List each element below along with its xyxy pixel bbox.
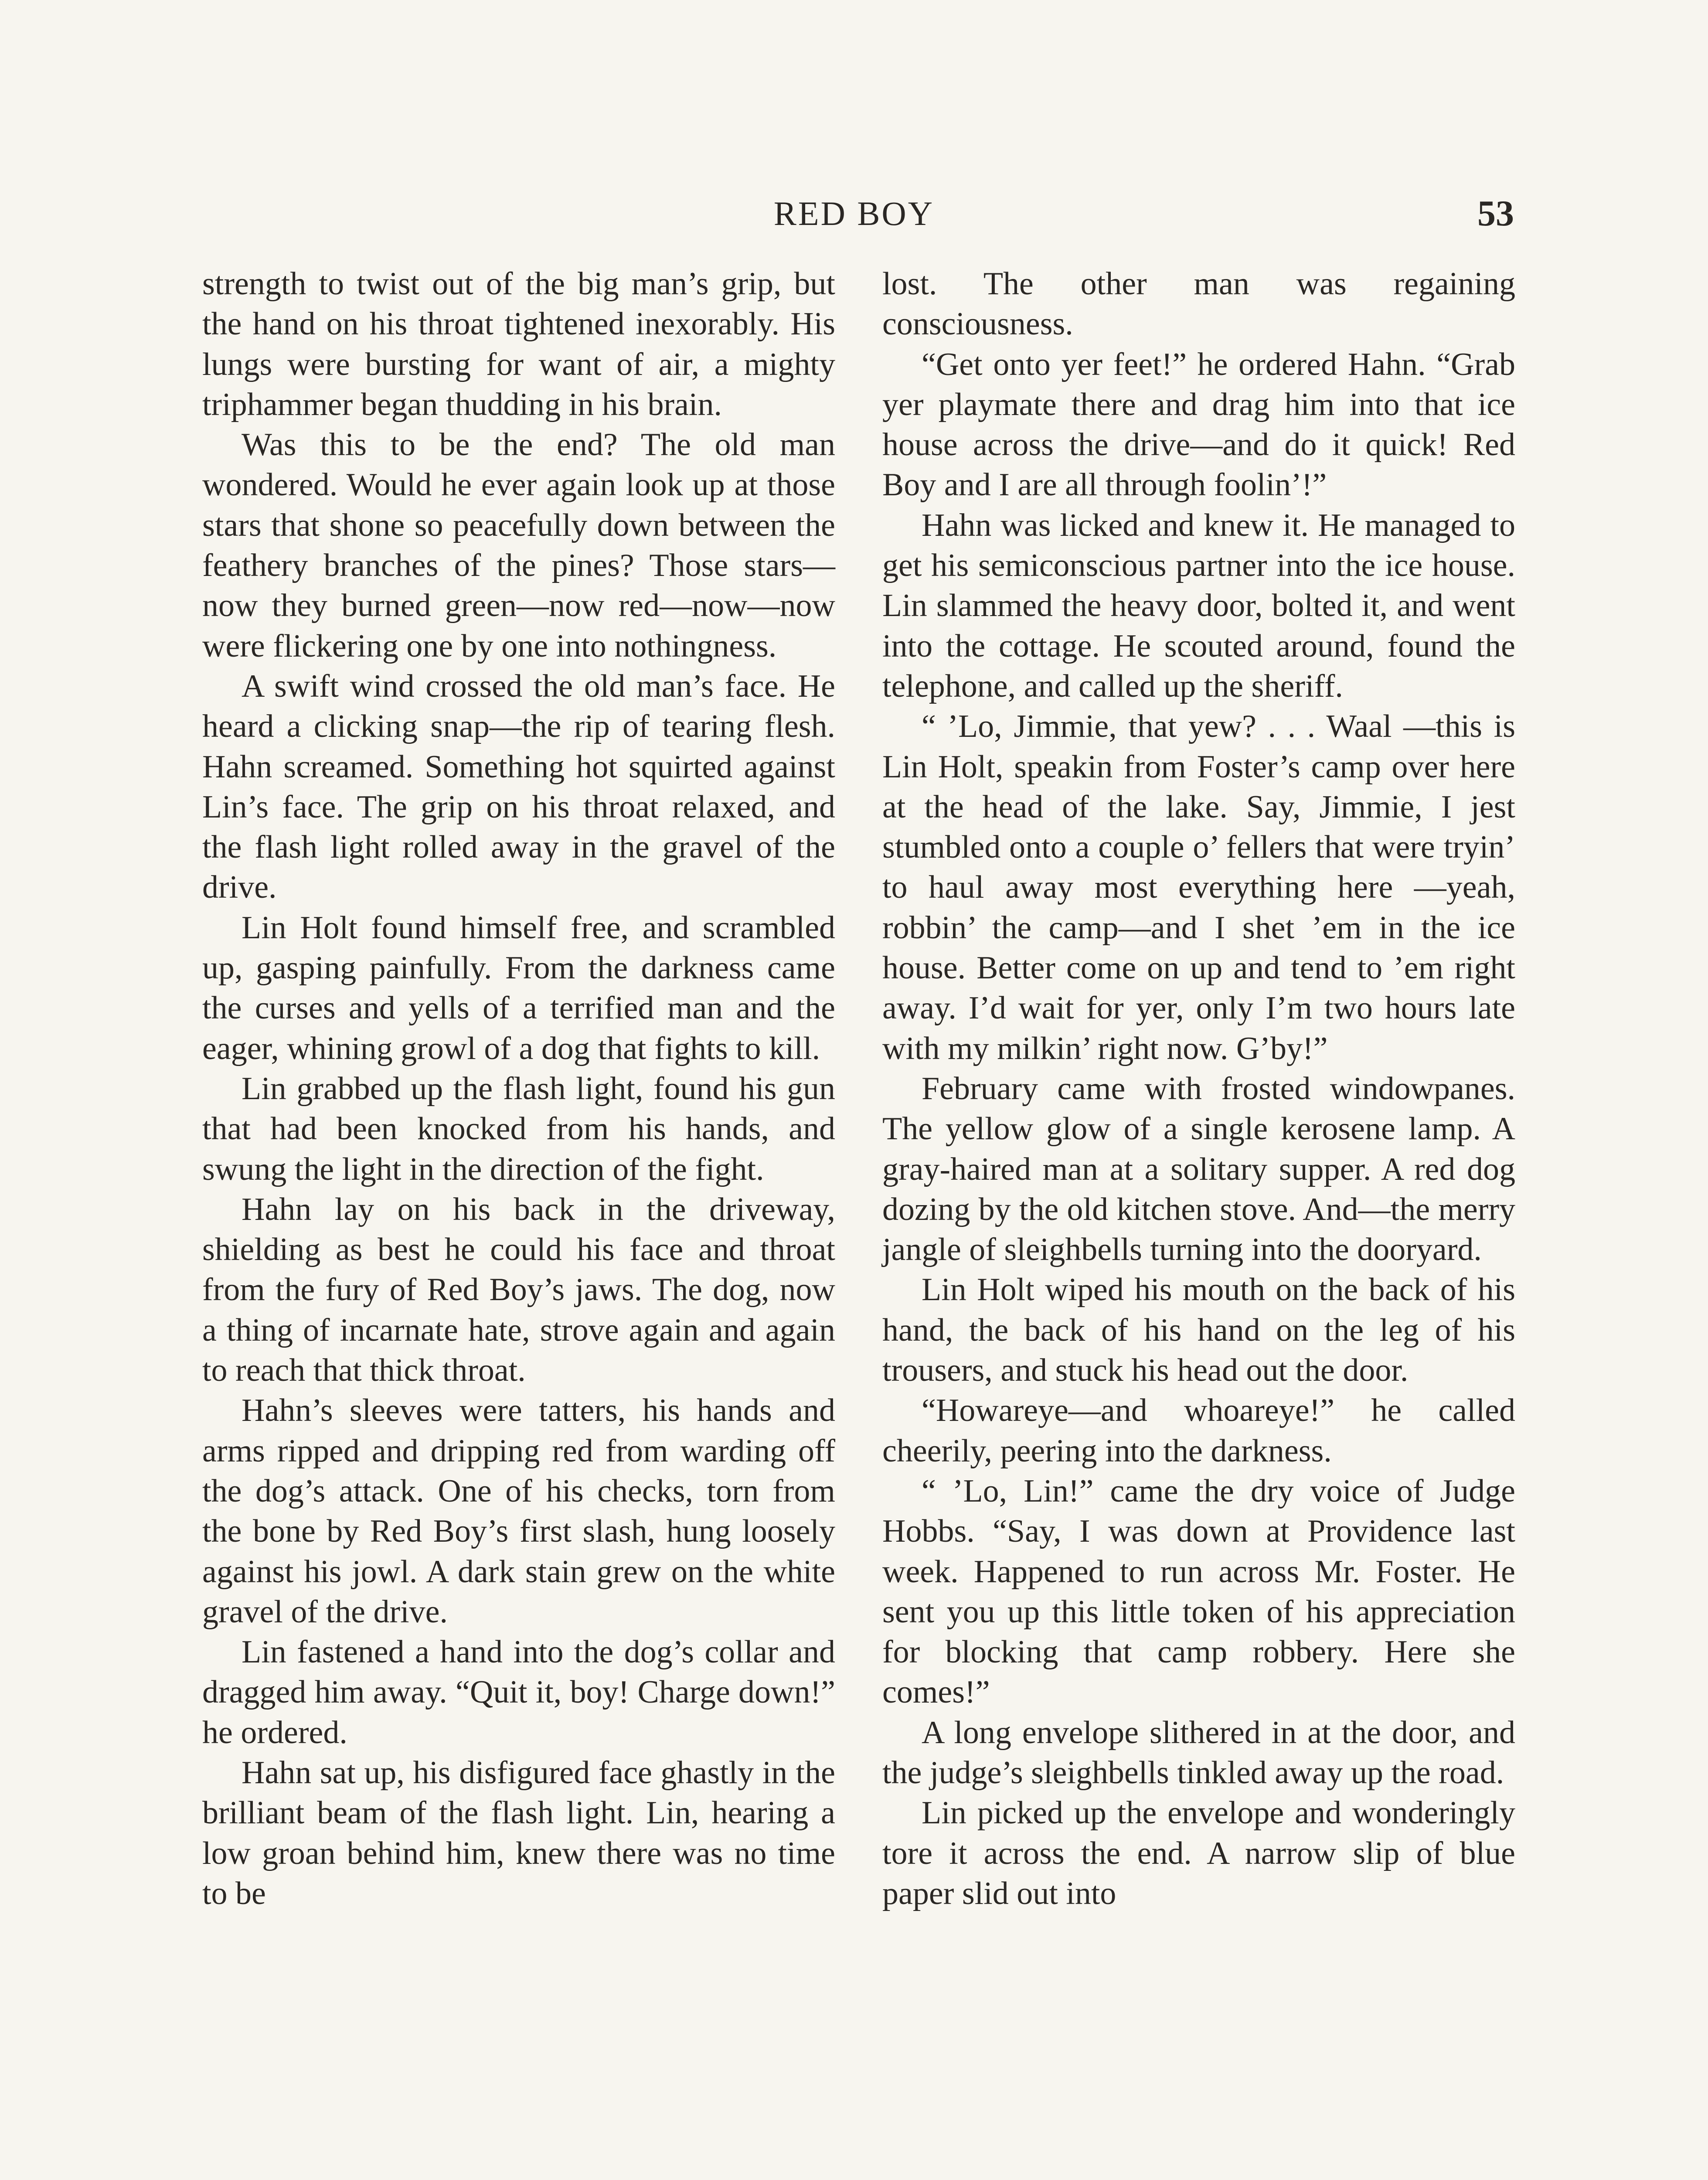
paragraph: “Get onto yer feet!” he ordered Hahn. “Grab yer playmate there and drag him into that ice house across the drive—and do it quick! Red Boy and I are all through foolin’!”	[882, 346, 1515, 503]
paragraph: February came with frosted windowpanes. The yellow glow of a single kerosene lamp. A gray-haired man at a solitary supper. A red dog dozing by the old kitchen stove. And—the merry jangle of sleighbells turning into the dooryard.	[882, 1070, 1515, 1268]
paragraph: Hahn was licked and knew it. He managed to get his semiconscious partner into the ice house. Lin slammed the heavy door, bolted it, and went into the cottage. He scouted around, found the telephone, and called up the sheriff.	[882, 507, 1515, 704]
paragraph: Lin grabbed up the flash light, found his gun that had been knocked from his hands, and swung the light in the direction of the fight.	[202, 1070, 835, 1187]
paragraph: Lin Holt found himself free, and scrambled up, gasping painfully. From the darkness came the curses and yells of a terrified man and the eager, whining growl of a dog that fights to kill.	[202, 909, 835, 1066]
paragraph: Was this to be the end? The old man wondered. Would he ever again look up at those stars that shone so peacefully down between the feathery branches of the pines? Those stars—now they burned green—now red—now—now were flickering one by one into nothingness.	[202, 427, 835, 664]
paragraph: Lin fastened a hand into the dog’s collar and dragged him away. “Quit it, boy! Charge down!” he ordered.	[202, 1634, 835, 1751]
paragraph: lost. The other man was regaining consciousness.	[882, 266, 1515, 342]
paragraph: Hahn lay on his back in the driveway, shielding as best he could his face and throat from the fury of Red Boy’s jaws. The dog, now a thing of incarnate hate, strove again and again to reach that thick throat.	[202, 1191, 835, 1389]
paragraph: A swift wind crossed the old man’s face. He heard a clicking snap—the rip of tearing flesh. Hahn screamed. Something hot squirted against Lin’s face. The grip on his throat relaxed, and the flash light rolled away in the gravel of the drive.	[202, 668, 835, 906]
running-head	[0, 192, 1708, 235]
running-title: RED BOY	[773, 194, 935, 232]
left-column	[202, 264, 835, 1914]
right-column	[882, 264, 1515, 1914]
paragraph: Hahn sat up, his disfigured face ghastly in the brilliant beam of the flash light. Lin, hearing a low groan behind him, knew there was no time to be	[202, 1754, 835, 1911]
paragraph: strength to twist out of the big man’s grip, but the hand on his throat tightened inexorably. His lungs were bursting for want of air, a mighty triphammer began thudding in his brain.	[202, 266, 835, 422]
page-number: 53	[1477, 193, 1514, 234]
paragraph: “Howareye—and whoareye!” he called cheerily, peering into the darkness.	[882, 1393, 1515, 1469]
paragraph: Hahn’s sleeves were tatters, his hands and arms ripped and dripping red from warding off the dog’s attack. One of his checks, torn from the bone by Red Boy’s first slash, hung loosely against his jowl. A dark stain grew on the white gravel of the drive.	[202, 1393, 835, 1630]
paragraph: “ ’Lo, Jimmie, that yew? . . . Waal —this is Lin Holt, speakin from Foster’s camp over here at the head of the lake. Say, Jimmie, I jest stumbled onto a couple o’ fellers that were tryin’ to haul away most everything here —yeah, robbin’ the camp—and I shet ’em in the ice house. Better come on up and tend to ’em right away. I’d wait for yer, only I’m two hours late with my milkin’ right now. G’by!”	[882, 708, 1515, 1066]
paragraph: Lin picked up the envelope and wonderingly tore it across the end. A narrow slip of blue paper slid out into	[882, 1795, 1515, 1911]
paragraph: “ ’Lo, Lin!” came the dry voice of Judge Hobbs. “Say, I was down at Providence last week. Happened to run across Mr. Foster. He sent you up this little token of his appreciation for blocking that camp robbery. Here she comes!”	[882, 1473, 1515, 1710]
paragraph: Lin Holt wiped his mouth on the back of his hand, the back of his hand on the leg of his trousers, and stuck his head out the door.	[882, 1272, 1515, 1389]
paragraph: A long envelope slithered in at the door, and the judge’s sleighbells tinkled away up the road.	[882, 1714, 1515, 1791]
